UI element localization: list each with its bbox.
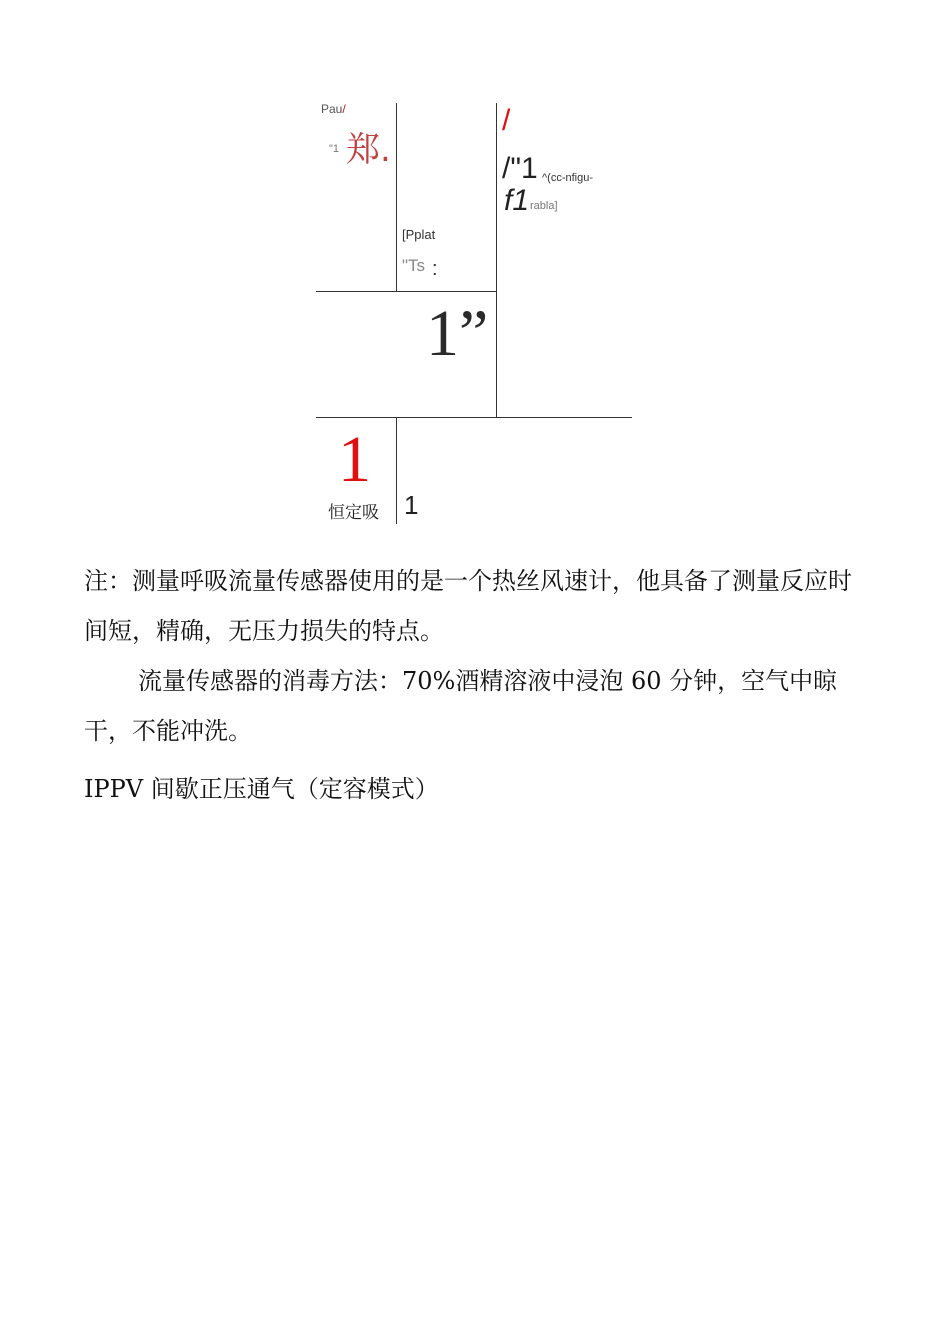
- f1-glyph: f1: [504, 184, 530, 217]
- pplat-label: [Pplat: [402, 227, 436, 242]
- figure-divider-vertical-right: [496, 103, 497, 417]
- red-slash-mark: /: [502, 104, 511, 137]
- small-quote-one: "1: [329, 143, 340, 155]
- ts-colon: :: [432, 258, 438, 280]
- big-one-quote: 1”: [426, 297, 489, 370]
- zheng-glyph: 郑.: [346, 130, 391, 170]
- slash-quote-one: /"1: [502, 152, 538, 185]
- figure-divider-vertical-left-top: [396, 103, 397, 292]
- disinfect-paragraph: 流量传感器的消毒方法：70%酒精溶液中浸泡 60 分钟，空气中晾干，不能冲洗。: [84, 667, 838, 745]
- figure-divider-horizontal-lower: [316, 417, 632, 418]
- pau-label: Pau/: [321, 102, 346, 116]
- rabla-label: rabla]: [530, 200, 558, 212]
- pau-slash: /: [342, 102, 346, 116]
- right-one: 1: [404, 490, 419, 520]
- hengding-label: 恒定吸: [328, 503, 379, 523]
- red-one: 1: [338, 423, 371, 496]
- figure-divider-horizontal-upper: [316, 291, 497, 292]
- ippv-heading: IPPV 间歇正压通气（定容模式）: [84, 775, 439, 803]
- note-paragraph: 注：测量呼吸流量传感器使用的是一个热丝风速计，他具备了测量反应时间短，精确，无压力损失的特点。: [84, 567, 852, 645]
- figure-divider-vertical-left-bottom: [396, 418, 397, 524]
- config-label: ^(cc-nfigu-: [542, 172, 594, 184]
- ts-label: "Ts: [402, 256, 426, 275]
